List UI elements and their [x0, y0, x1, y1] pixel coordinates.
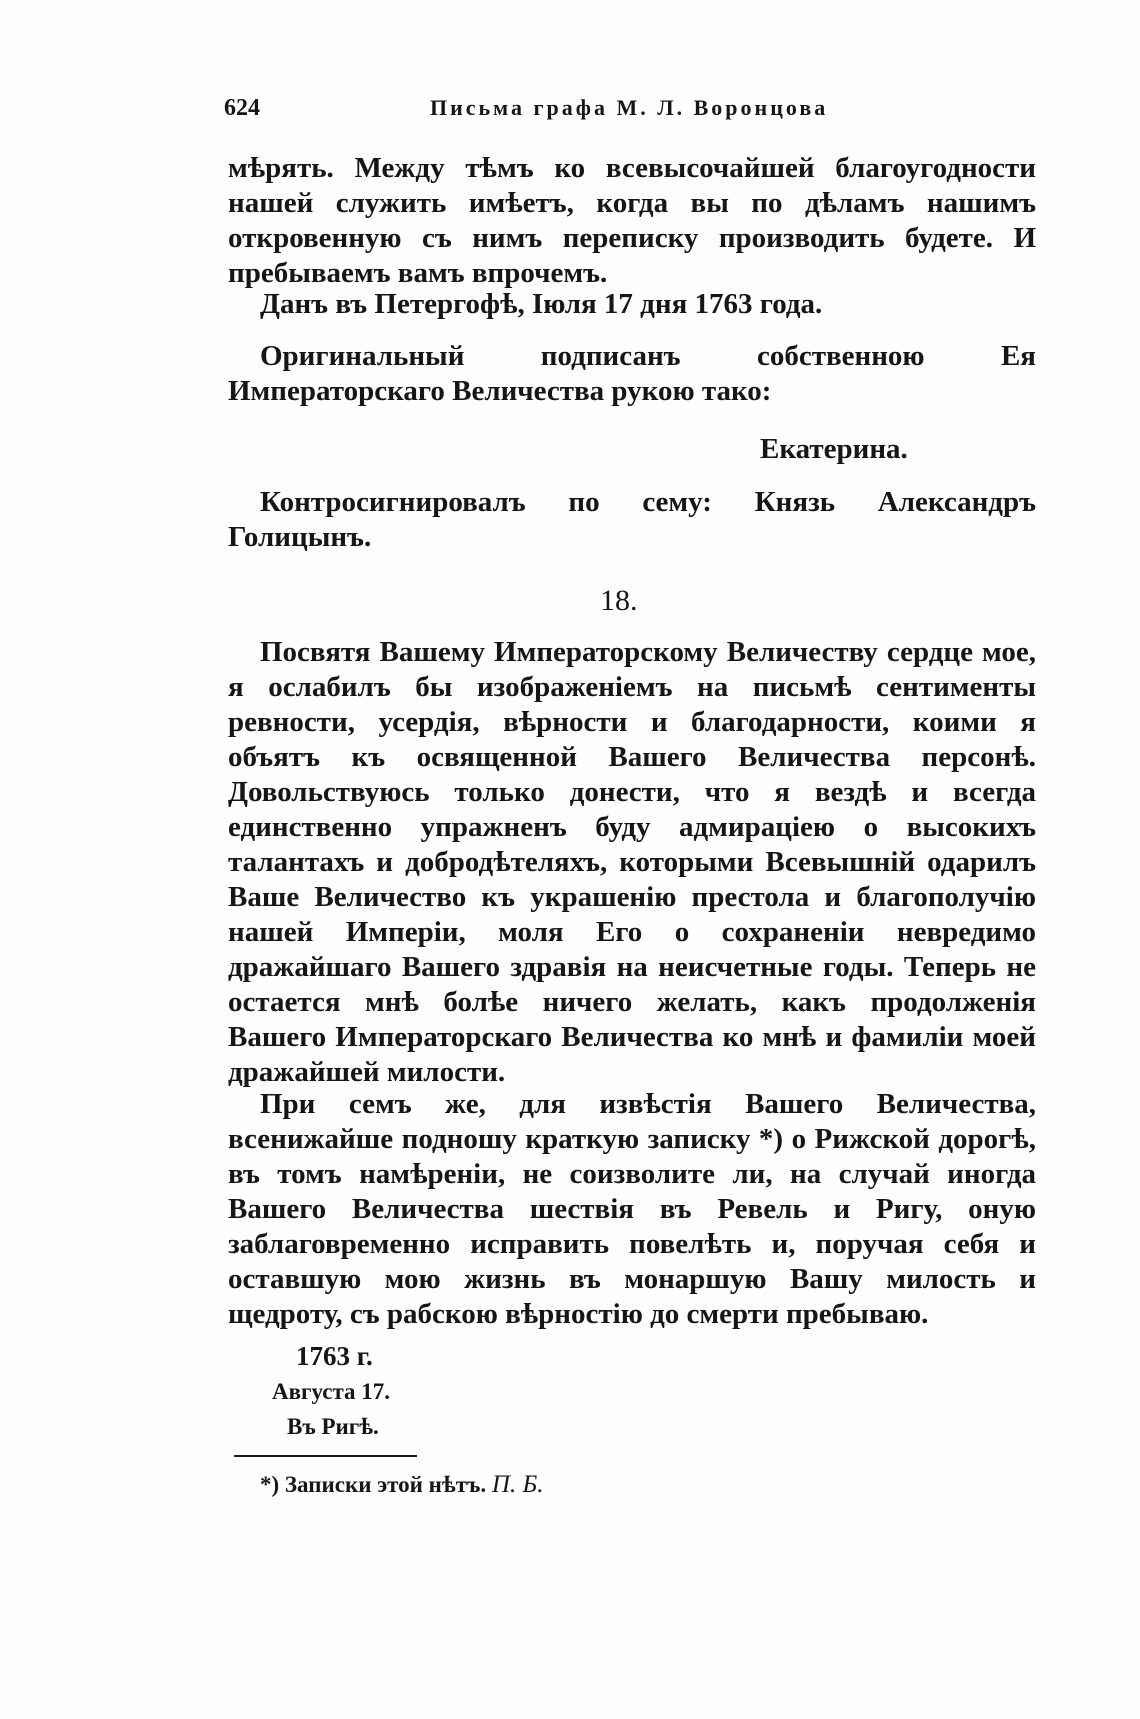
letter18-dateline [272, 1339, 390, 1444]
letter17-closing-paragraph: мѣрять. Между тѣмъ ко всевысочайшей благоугодности нашей служить имѣетъ, когда вы по дѣламъ нашимъ откровенную съ нимъ переписку производить будете. И пребываемъ вамъ впрочемъ. [228, 152, 1036, 289]
footnote [260, 1471, 543, 1499]
date-year: 1763 г. [296, 1341, 373, 1371]
running-head [224, 95, 844, 129]
letter17-signature: Екатерина. [760, 433, 908, 465]
page-number: 624 [224, 95, 260, 121]
letter18-paragraph-1: Посвятя Вашему Императорскому Величеству сердце мое, я ослабилъ бы изображеніемъ на письмѣ сентименты ревности, усердія, вѣрности и благодарности, коими я объятъ къ освященной Вашего Величества персонѣ. Довольствуюсь только донести, что я вездѣ и всегда единственно упражненъ буду адмираціею о высокихъ талантахъ и добродѣтеляхъ, которыми Всевышній одарилъ Ваше Величество къ украшенію престола и благополучію нашей Имперіи, моля Его о сохраненіи невредимо дражайшаго Вашего здравія на неисчетные годы. Теперь не остается мнѣ болѣе ничего желать, какъ продолженія Вашего Императорскаго Величества ко мнѣ и фамиліи моей дражайшей милости. [228, 636, 1036, 1088]
letter17-signed-note: Оригинальный подписанъ собственною Ея Императорскаго Величества рукою тако: [228, 340, 1036, 407]
letter18-paragraph-2: При семъ же, для извѣстія Вашего Величества, всенижайше подношу краткую записку *) о Рижской дорогѣ, въ томъ намѣреніи, не соизволите ли, на случай иногда Вашего Величества шествія въ Ревель и Ригу, оную заблаговременно исправить повелѣть и, поручая себя и оставшую мою жизнь въ монаршую Вашу милость и щедроту, съ рабскою вѣрностію до смерти пребываю. [228, 1088, 1036, 1330]
footnote-rule [234, 1455, 417, 1457]
letter17-countersigned: Контросигнировалъ по сему: Князь Александръ Голицынъ. [228, 486, 1036, 553]
footnote-text: *) Записки этой нѣтъ. [260, 1472, 487, 1497]
date-day: Августа 17. [272, 1379, 391, 1404]
footnote-signature: П. Б. [491, 1471, 544, 1498]
letter-number: 18. [600, 584, 638, 617]
letter17-dated-line: Данъ въ Петергофѣ, Іюля 17 дня 1763 года. [260, 288, 823, 320]
date-place: Въ Ригѣ. [287, 1414, 379, 1439]
running-title: Письма графа М. Л. Воронцова [430, 95, 829, 120]
